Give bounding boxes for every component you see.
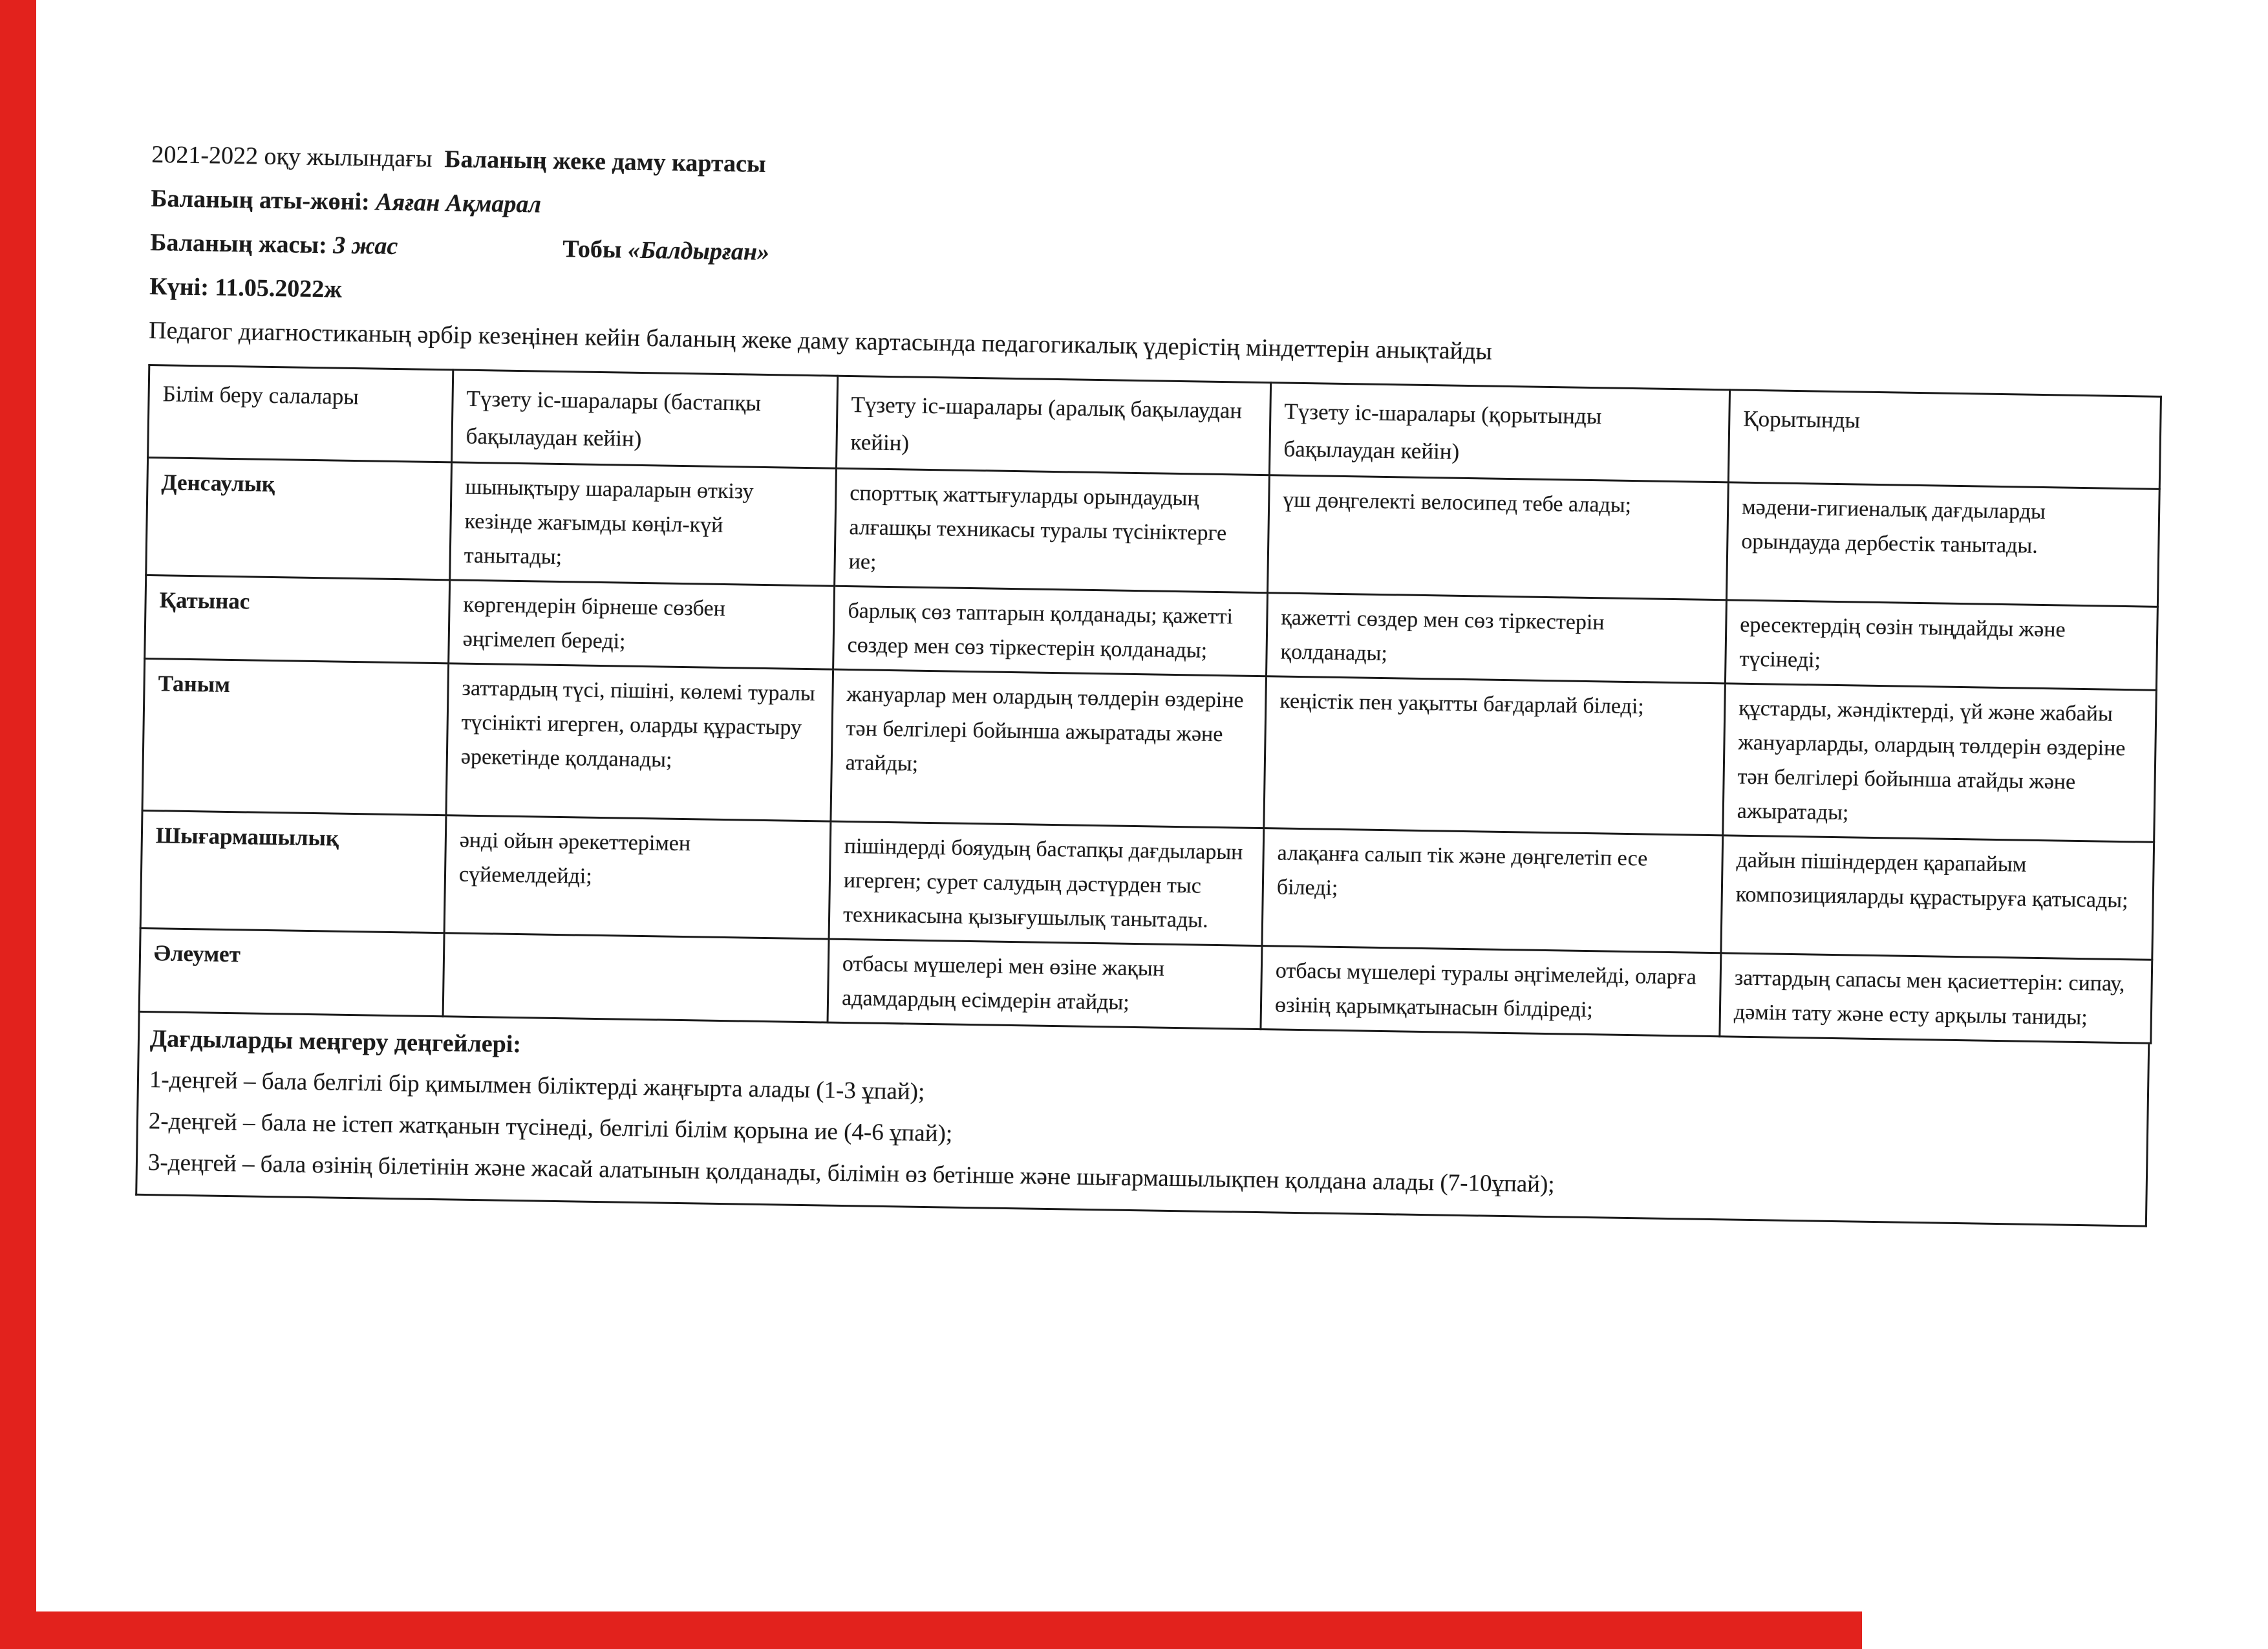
child-name-value: Аяған Ақмарал bbox=[375, 188, 542, 219]
table-cell: дайын пішіндерден қарапайым композицияларды құрастыруға қатысады; bbox=[1721, 835, 2154, 960]
col-header-areas: Білім беру салалары bbox=[148, 365, 453, 462]
spacer bbox=[398, 254, 562, 257]
table-cell: мәдени-гигиеналық дағдыларды орындауда дербестік танытады. bbox=[1726, 482, 2159, 607]
row-label-social: Әлеумет bbox=[139, 928, 444, 1016]
level-line-2: 2-деңгей – бала не істеп жатқанын түсінеді, белгілі білім қорына ие (4-6 ұпай); bbox=[148, 1108, 953, 1147]
table-cell: көргендерін бірнеше сөзбен әңгімелеп береді; bbox=[449, 580, 835, 669]
child-name-label: Баланың аты-жөні: bbox=[151, 184, 370, 216]
row-label-communication: Қатынас bbox=[145, 575, 450, 663]
document-title: Баланың жеке даму картасы bbox=[444, 146, 766, 178]
table-cell: шынықтыру шараларын өткізу кезінде жағымды көңіл-күй танытады; bbox=[450, 462, 837, 586]
table-body bbox=[139, 457, 2159, 1043]
level-line-3: 3-деңгей – бала өзінің білетінін және жасай алатынын қолданады, білімін өз бетінше және шығармашылықпен қолдана алады (7-10ұпай); bbox=[147, 1149, 1555, 1198]
group-value: «Балдырған» bbox=[627, 236, 770, 266]
table-cell: заттардың сапасы мен қасиеттерін: сипау, дәмін тату және есту арқылы таниды; bbox=[1720, 953, 2152, 1043]
school-year-text: 2021-2022 оқу жылындағы bbox=[151, 140, 433, 173]
col-header-interim: Түзету іс-шаралары (аралық бақылаудан кейін) bbox=[836, 376, 1270, 475]
level-line-1: 1-деңгей – бала белгілі бір қимылмен біліктерді жаңғырта алады (1-3 ұпай); bbox=[149, 1066, 925, 1105]
table-row-cognition bbox=[142, 658, 2156, 842]
table-cell: алақанға салып тік және дөңгелетіп есе біледі; bbox=[1262, 828, 1723, 953]
col-header-final: Түзету іс-шаралары (қорытынды бақылаудан кейін) bbox=[1269, 383, 1729, 482]
table-cell bbox=[443, 933, 829, 1022]
table-cell: қажетті сөздер мен сөз тіркестерін қолданады; bbox=[1267, 593, 1727, 684]
table-cell: ересектердің сөзін тыңдайды және түсінеді; bbox=[1725, 600, 2157, 690]
col-header-conclusion: Қорытынды bbox=[1728, 390, 2161, 489]
table-cell: кеңістік пен уақытты бағдарлай біледі; bbox=[1264, 676, 1726, 835]
table-cell: пішіндерді бояудың бастапқы дағдыларын игерген; сурет салудың дәстүрден тыс техникасына қызығушылық танытады. bbox=[829, 821, 1264, 946]
child-age-label: Баланың жасы: bbox=[149, 228, 328, 259]
table-cell: әнді ойын әрекеттерімен сүйемелдейді; bbox=[444, 815, 831, 939]
table-cell: жануарлар мен олардың төлдерін өздеріне тән белгілері бойынша ажыратады және атайды; bbox=[831, 669, 1267, 828]
row-label-creativity: Шығармашылық bbox=[140, 810, 446, 932]
row-label-health: Денсаулық bbox=[146, 457, 452, 579]
table-cell: үш дөңгелекті велосипед тебе алады; bbox=[1268, 475, 1729, 600]
table-cell: спорттық жаттығуларды орындаудың алғашқы техникасы туралы түсініктерге ие; bbox=[835, 468, 1270, 593]
levels-section bbox=[135, 1013, 2150, 1227]
scan-edge-left bbox=[0, 0, 36, 1649]
table-cell: құстарды, жәндіктерді, үй және жабайы жануарларды, олардың төлдерін өздеріне тән белгілері бойынша атайды және ажыратады; bbox=[1723, 684, 2157, 842]
col-header-initial: Түзету іс-шаралары (бастапқы бақылаудан кейін) bbox=[452, 370, 838, 468]
scan-edge-bottom bbox=[0, 1611, 1862, 1649]
development-table bbox=[138, 364, 2162, 1044]
document-header bbox=[149, 133, 2166, 384]
child-age-value: 3 жас bbox=[332, 232, 398, 260]
group-label: Тобы bbox=[562, 235, 622, 264]
table-cell: отбасы мүшелері мен өзіне жақын адамдардың есімдерін атайды; bbox=[828, 939, 1262, 1029]
levels-title: Дағдыларды меңгеру деңгейлері: bbox=[149, 1025, 522, 1059]
table-cell: барлық сөз таптарын қолданады; қажетті сөздер мен сөз тіркестерін қолданады; bbox=[833, 586, 1268, 676]
table-cell: заттардың түсі, пішіні, көлемі туралы түсінікті игерген, оларды құрастыру әрекетінде қолданады; bbox=[446, 663, 833, 821]
intro-line: Педагог диагностиканың әрбір кезеңінен кейін баланың жеке даму картасында педагогикалық үдерістің міндеттерін анықтайды bbox=[148, 316, 1493, 365]
row-label-cognition: Таным bbox=[142, 658, 449, 815]
scanned-document bbox=[135, 133, 2165, 1227]
table-cell: отбасы мүшелері туралы әңгімелейді, оларға өзінің қарымқатынасын білдіреді; bbox=[1261, 946, 1721, 1037]
date-line: Күні: 11.05.2022ж bbox=[149, 272, 343, 303]
